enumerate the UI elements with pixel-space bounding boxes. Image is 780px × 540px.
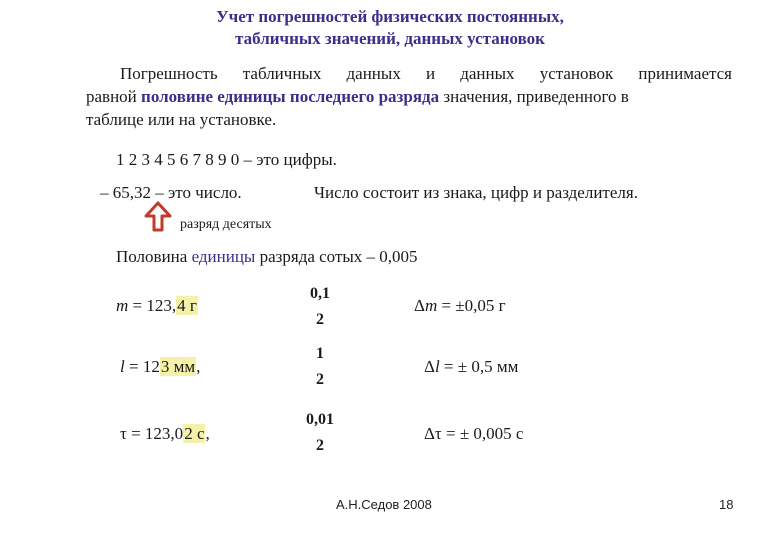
time-eq-suffix: , [205,424,210,443]
time-eq-prefix: = 123,0 [126,424,184,443]
mass-delta-symbol: Δ [414,296,425,315]
mass-delta-var: m [424,296,438,315]
time-delta-symbol: Δτ [424,424,442,443]
digits-line: 1 2 3 4 5 6 7 8 9 0 – это цифры. [116,150,337,169]
intro-line-1: Погрешность табличных данных и данных установок принимается [120,64,732,83]
length-error [424,357,518,377]
number-description: Число состоит из знака, цифр и разделителя. [314,183,638,202]
fraction-numerator: 0,1 [310,285,330,302]
mass-last-digit-highlight: 4 г [177,296,197,315]
intro-line-2-post: значения, приведенного в [439,87,629,106]
arrow-caption: разряд десятых [180,217,272,232]
half-unit-post: разряда сотых – 0,005 [255,247,418,266]
fraction-numerator: 1 [316,345,324,362]
title-line-1: Учет погрешностей физических постоянных, [216,7,564,26]
length-var: l [120,357,125,376]
length-delta-value: = ± 0,5 мм [439,357,519,376]
half-unit-line [116,247,418,267]
title-line-2: табличных значений, данных установок [235,29,545,48]
time-delta-value: = ± 0,005 с [441,424,524,443]
fraction-numerator: 0,01 [306,411,334,428]
half-unit-pre: Половина [116,247,192,266]
number-label: – это число. [151,183,242,202]
time-var: τ [120,424,127,443]
time-half-fraction [295,410,345,456]
length-delta-var: l [434,357,440,376]
arrow-up-icon [136,200,184,236]
time-error [424,424,523,444]
length-last-digit-highlight: 3 мм [160,357,196,376]
intro-paragraph [86,62,732,131]
intro-emphasis: половине единицы последнего разряда [141,87,440,106]
example-mass-equation [116,296,198,316]
mass-half-fraction [295,284,345,330]
length-half-fraction [295,344,345,390]
fraction-denominator: 2 [316,437,324,454]
length-eq-suffix: , [196,357,201,376]
fraction-denominator: 2 [316,311,324,328]
intro-line-3: таблице или на установке. [86,110,277,129]
fraction-denominator: 2 [316,371,324,388]
intro-line-2-pre: равной [86,87,142,106]
mass-var: m [116,296,129,315]
number-value: – 65,32 [100,183,151,202]
mass-error [414,296,506,316]
mass-eq-prefix: = 123, [128,296,177,315]
example-length-equation [120,357,200,377]
footer-author: А.Н.Седов 2008 [336,497,432,512]
half-unit-emphasis: единицы [191,247,256,266]
page-number: 18 [719,497,734,512]
mass-delta-value: = ±0,05 г [437,296,506,315]
length-eq-prefix: = 12 [124,357,160,376]
intro-line-2 [86,85,732,108]
time-last-digit-highlight: 2 с [184,424,205,443]
slide-title [0,6,780,50]
example-time-equation [120,424,210,444]
length-delta-symbol: Δ [424,357,435,376]
